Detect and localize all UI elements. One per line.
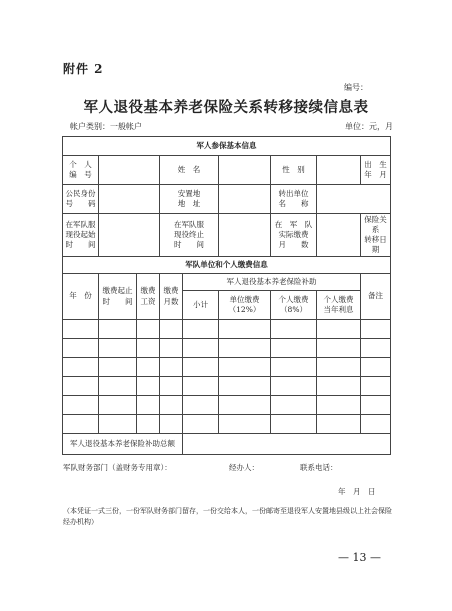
col-contribution-period: 缴费起止 时 间 [99, 274, 137, 320]
value-id-number[interactable] [99, 185, 160, 214]
label-birth: 出 生 年 月 [361, 156, 391, 185]
col-subtotal: 小计 [183, 291, 219, 320]
label-id-number: 公民身份 号 码 [63, 185, 99, 214]
account-type: 帐户类别：一般帐户 [70, 122, 142, 131]
value-subsidy-total[interactable] [183, 434, 391, 455]
label-name: 姓 名 [160, 156, 219, 185]
value-contribution-months[interactable] [317, 214, 361, 257]
form-title: 军人退役基本养老保险关系转移接续信息表 [83, 99, 369, 116]
col-remark: 备注 [361, 274, 391, 320]
table-row [63, 415, 391, 434]
col-unit-contribution: 单位缴费 （12%） [219, 291, 271, 320]
value-service-start[interactable] [99, 214, 160, 257]
label-transfer-out-unit: 转出单位 名 称 [271, 185, 317, 214]
value-name[interactable] [219, 156, 271, 185]
label-contribution-months: 在 军 队 实际缴费 月 数 [271, 214, 317, 257]
unit-label: 单位：元，月 [345, 122, 393, 131]
handler-label: 经办人： [229, 463, 259, 472]
annex-label: 附件 2 [63, 62, 104, 76]
section-heading-basic-info: 军人参保基本信息 [63, 137, 391, 156]
label-service-end: 在军队服 现役终止 时 间 [160, 214, 219, 257]
table-row [63, 339, 391, 358]
basic-info-row [63, 214, 391, 257]
serial-number-label: 编号： [344, 83, 368, 92]
basic-info-row [63, 156, 391, 185]
section-header-row [63, 137, 391, 156]
date-label: 年 月 日 [338, 487, 376, 496]
total-row [63, 434, 391, 455]
col-group-subsidy: 军人退役基本养老保险补助 [183, 274, 361, 291]
label-gender: 性 别 [271, 156, 317, 185]
value-personal-number[interactable] [99, 156, 160, 185]
table-row [63, 358, 391, 377]
section-heading-contribution-info: 军队单位和个人缴费信息 [63, 257, 391, 274]
table-row [63, 320, 391, 339]
col-contribution-wage: 缴费 工资 [137, 274, 160, 320]
label-personal-number: 个 人 编 号 [63, 156, 99, 185]
page-number: — 13 — [338, 551, 381, 564]
finance-dept-label: 军队财务部门（盖财务专用章）： [63, 463, 172, 472]
contribution-header-row [63, 274, 391, 291]
value-gender[interactable] [317, 156, 361, 185]
copies-note: （本凭证一式三份，一份军队财务部门留存，一份交给本人，一份邮寄至退役军人安置地县级以上社会保险经办机构） [63, 507, 392, 526]
value-resettlement-address[interactable] [219, 185, 271, 214]
label-resettlement-address: 安置地 地 址 [160, 185, 219, 214]
section-header-row [63, 257, 391, 274]
value-transfer-out-unit[interactable] [317, 185, 391, 214]
col-personal-contribution: 个人缴费 （8%） [271, 291, 317, 320]
col-contribution-months: 缴费 月数 [160, 274, 183, 320]
label-subsidy-total: 军人退役基本养老保险补助总额 [63, 434, 183, 455]
col-year: 年 份 [63, 274, 99, 320]
label-transfer-date: 保险关系 转移日期 [361, 214, 391, 257]
basic-info-row [63, 185, 391, 214]
table-row [63, 396, 391, 415]
col-personal-interest: 个人缴费 当年利息 [317, 291, 361, 320]
phone-label: 联系电话： [300, 463, 338, 472]
label-service-start: 在军队服 现役起始 时 间 [63, 214, 99, 257]
value-service-end[interactable] [219, 214, 271, 257]
table-row [63, 377, 391, 396]
transfer-info-table [62, 136, 391, 455]
